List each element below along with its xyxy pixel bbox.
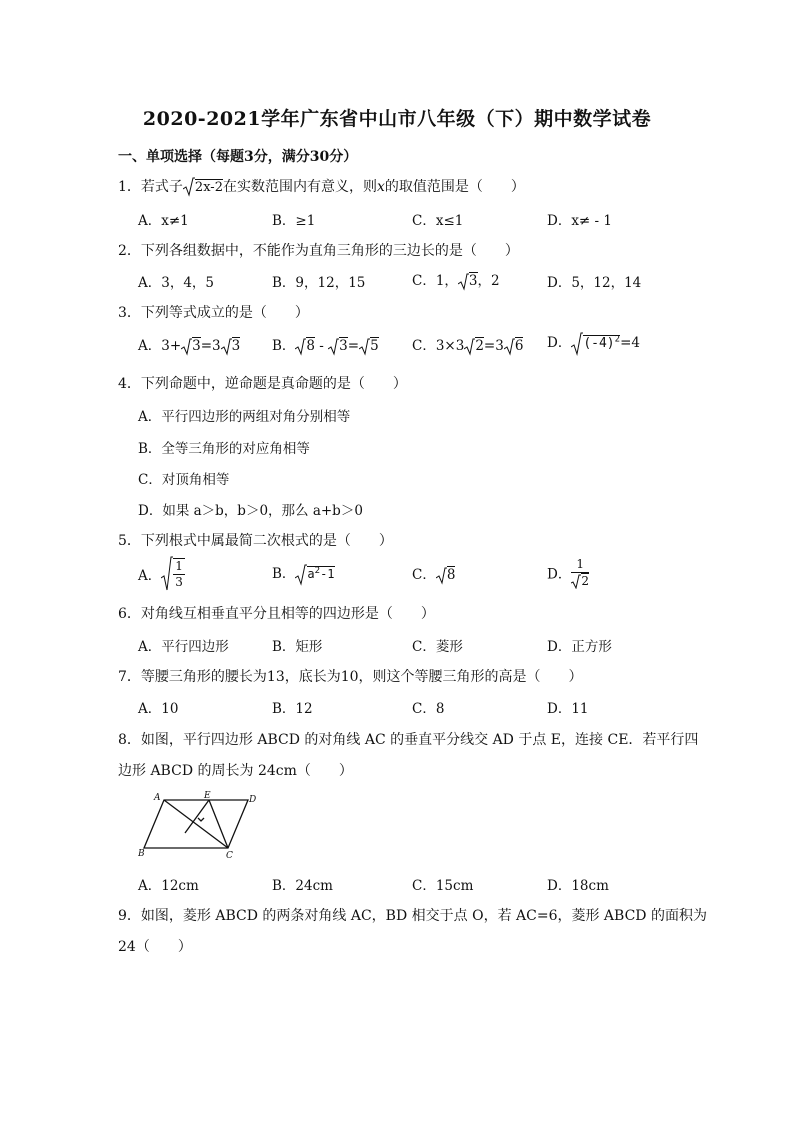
question-8-line-1: 8．如图，平行四边形 ABCD 的对角线 AC 的垂直平分线交 AD 于点 E，连接 CE．若平行四 [118, 732, 699, 748]
q2-c-prefix: C．1， [412, 273, 458, 289]
q7-option-d[interactable]: D．11 [547, 701, 589, 717]
sqrt-icon [295, 564, 307, 586]
q2-c-suffix: ，2 [477, 273, 500, 289]
q5-c-radicand: 8 [446, 567, 456, 583]
q3-b-radicand-3: 5 [370, 338, 379, 354]
question-9-line-2: 24（ ） [118, 939, 192, 955]
q5-d-numerator: 1 [571, 556, 589, 573]
q3-b-equals: = [347, 338, 360, 354]
q5-option-d[interactable] [547, 556, 589, 589]
q6-option-a[interactable]: A．平行四边形 [138, 639, 229, 655]
q6-option-b[interactable]: B．矩形 [272, 639, 323, 655]
page-title: 2020-2021学年广东省中山市八年级（下）期中数学试卷 [142, 108, 652, 130]
perpendicular-bisector [185, 800, 209, 833]
label-d: D [249, 795, 257, 805]
q3-option-a[interactable] [138, 334, 240, 356]
sqrt-icon [504, 338, 515, 356]
q3-b-radicand-1: 8 [306, 338, 316, 354]
question-4: 4．下列命题中，逆命题是真命题的是（ ） [118, 376, 407, 392]
question-7: 7．等腰三角形的腰长为13，底长为10，则这个等腰三角形的高是（ ） [118, 669, 583, 685]
q5-a-fraction [173, 558, 185, 590]
sqrt-icon [161, 556, 173, 592]
q5-a-prefix: A． [138, 568, 162, 584]
sqrt-icon [571, 332, 583, 356]
q1-option-c[interactable]: C．x≤1 [412, 213, 464, 229]
q3-a-middle: =3 [200, 338, 221, 354]
question-3: 3．下列等式成立的是（ ） [118, 305, 309, 321]
q3-d-base: (-4) [583, 336, 615, 351]
q5-b-prefix: B． [272, 566, 296, 582]
q3-b-radicand-2: 3 [339, 338, 348, 354]
q5-d-fraction [571, 556, 589, 589]
q3-d-radicand [583, 335, 620, 351]
q3-a-radicand-1: 3 [192, 338, 201, 354]
q3-d-suffix: =4 [620, 335, 640, 351]
q8-option-c[interactable]: C．15cm [412, 878, 474, 894]
sqrt-icon [183, 177, 195, 197]
q1-option-b[interactable]: B．≥1 [272, 213, 316, 229]
question-5: 5．下列根式中属最简二次根式的是（ ） [118, 533, 393, 549]
q5-option-a[interactable] [138, 556, 185, 592]
q3-a-prefix: A．3+ [138, 338, 182, 354]
sqrt-icon [359, 338, 370, 356]
q7-option-c[interactable]: C．8 [412, 701, 445, 717]
question-8-line-2: 边形 ABCD 的周长为 24cm（ ） [118, 763, 353, 779]
q8-option-b[interactable]: B．24cm [272, 878, 333, 894]
q6-option-c[interactable]: C．菱形 [412, 639, 463, 655]
q5-d-denominator: 2 [581, 574, 589, 588]
q5-b-exponent: 2 [314, 566, 321, 576]
q5-b-base: a [307, 567, 315, 581]
question-6: 6．对角线互相垂直平分且相等的四边形是（ ） [118, 606, 435, 622]
label-c: C [226, 851, 233, 860]
q3-c-prefix: C．3×3 [412, 338, 465, 354]
right-angle-mark [198, 818, 204, 821]
q3-d-prefix: D． [547, 335, 572, 351]
q4-option-b[interactable]: B．全等三角形的对应角相等 [138, 441, 310, 457]
q2-option-d[interactable]: D．5，12，14 [547, 275, 642, 291]
q5-b-tail: -1 [320, 567, 335, 581]
q1-variable: x [376, 179, 385, 195]
question-9-line-1: 9．如图，菱形 ABCD 的两条对角线 AC，BD 相交于点 O，若 AC=6，菱形 ABCD 的面积为 [118, 908, 707, 924]
q7-option-a[interactable]: A．10 [138, 701, 179, 717]
q2-option-b[interactable]: B．9，12，15 [272, 275, 366, 291]
sqrt-icon [295, 338, 306, 356]
q1-prefix: 1．若式子 [118, 179, 183, 195]
label-b: B [138, 849, 145, 859]
q3-b-minus: - [315, 338, 329, 354]
q1-text: 在实数范围内有意义，则 [222, 179, 377, 195]
sqrt-icon [458, 273, 469, 291]
q5-option-b[interactable] [272, 562, 335, 586]
q2-option-a[interactable]: A．3，4，5 [138, 275, 215, 291]
q3-d-exponent: 2 [614, 334, 621, 345]
q2-c-radicand: 3 [468, 273, 478, 289]
q4-option-d[interactable]: D．如果 a＞b，b＞0，那么 a+b＞0 [138, 503, 363, 519]
q3-c-radicand-1: 2 [475, 338, 484, 354]
q5-a-numerator: 1 [175, 559, 183, 573]
sqrt-icon [436, 567, 447, 585]
q3-a-radicand-2: 3 [231, 338, 241, 354]
sqrt-icon [571, 574, 581, 589]
q8-option-d[interactable]: D．18cm [547, 878, 609, 894]
q1-text-end: 的取值范围是（ ） [384, 179, 525, 195]
q3-option-c[interactable] [412, 334, 523, 356]
section-heading: 一、单项选择（每题3分，满分30分） [118, 149, 358, 165]
label-a: A [154, 793, 161, 803]
sqrt-icon [464, 338, 475, 356]
q7-option-b[interactable]: B．12 [272, 701, 313, 717]
q1-option-a[interactable]: A．x≠1 [138, 213, 189, 229]
label-e: E [204, 791, 211, 801]
question-2: 2．下列各组数据中，不能作为直角三角形的三边长的是（ ） [118, 243, 519, 259]
q3-b-prefix: B． [272, 338, 296, 354]
q4-option-c[interactable]: C．对顶角相等 [138, 472, 230, 488]
q4-option-a[interactable]: A．平行四边形的两组对角分别相等 [138, 409, 351, 425]
q5-b-radicand [307, 566, 334, 581]
parallelogram-figure [138, 790, 258, 860]
q6-option-d[interactable]: D．正方形 [547, 639, 612, 655]
q1-option-d[interactable]: D．x≠ - 1 [547, 213, 612, 229]
q5-a-denominator: 3 [175, 575, 183, 589]
q3-option-d[interactable] [547, 331, 640, 356]
question-1 [118, 176, 525, 197]
q3-option-b[interactable] [272, 334, 379, 356]
sqrt-icon [328, 338, 339, 356]
q3-c-middle: =3 [483, 338, 504, 354]
q2-option-c[interactable] [412, 269, 500, 291]
sqrt-icon [181, 338, 192, 356]
q3-c-radicand-2: 6 [514, 338, 524, 354]
q5-d-prefix: D． [547, 566, 572, 583]
q8-option-a[interactable]: A．12cm [138, 878, 199, 894]
q5-c-prefix: C． [412, 567, 436, 583]
q1-radicand: 2x-2 [194, 180, 223, 195]
sqrt-icon [221, 338, 232, 356]
q5-option-c[interactable] [412, 563, 455, 585]
